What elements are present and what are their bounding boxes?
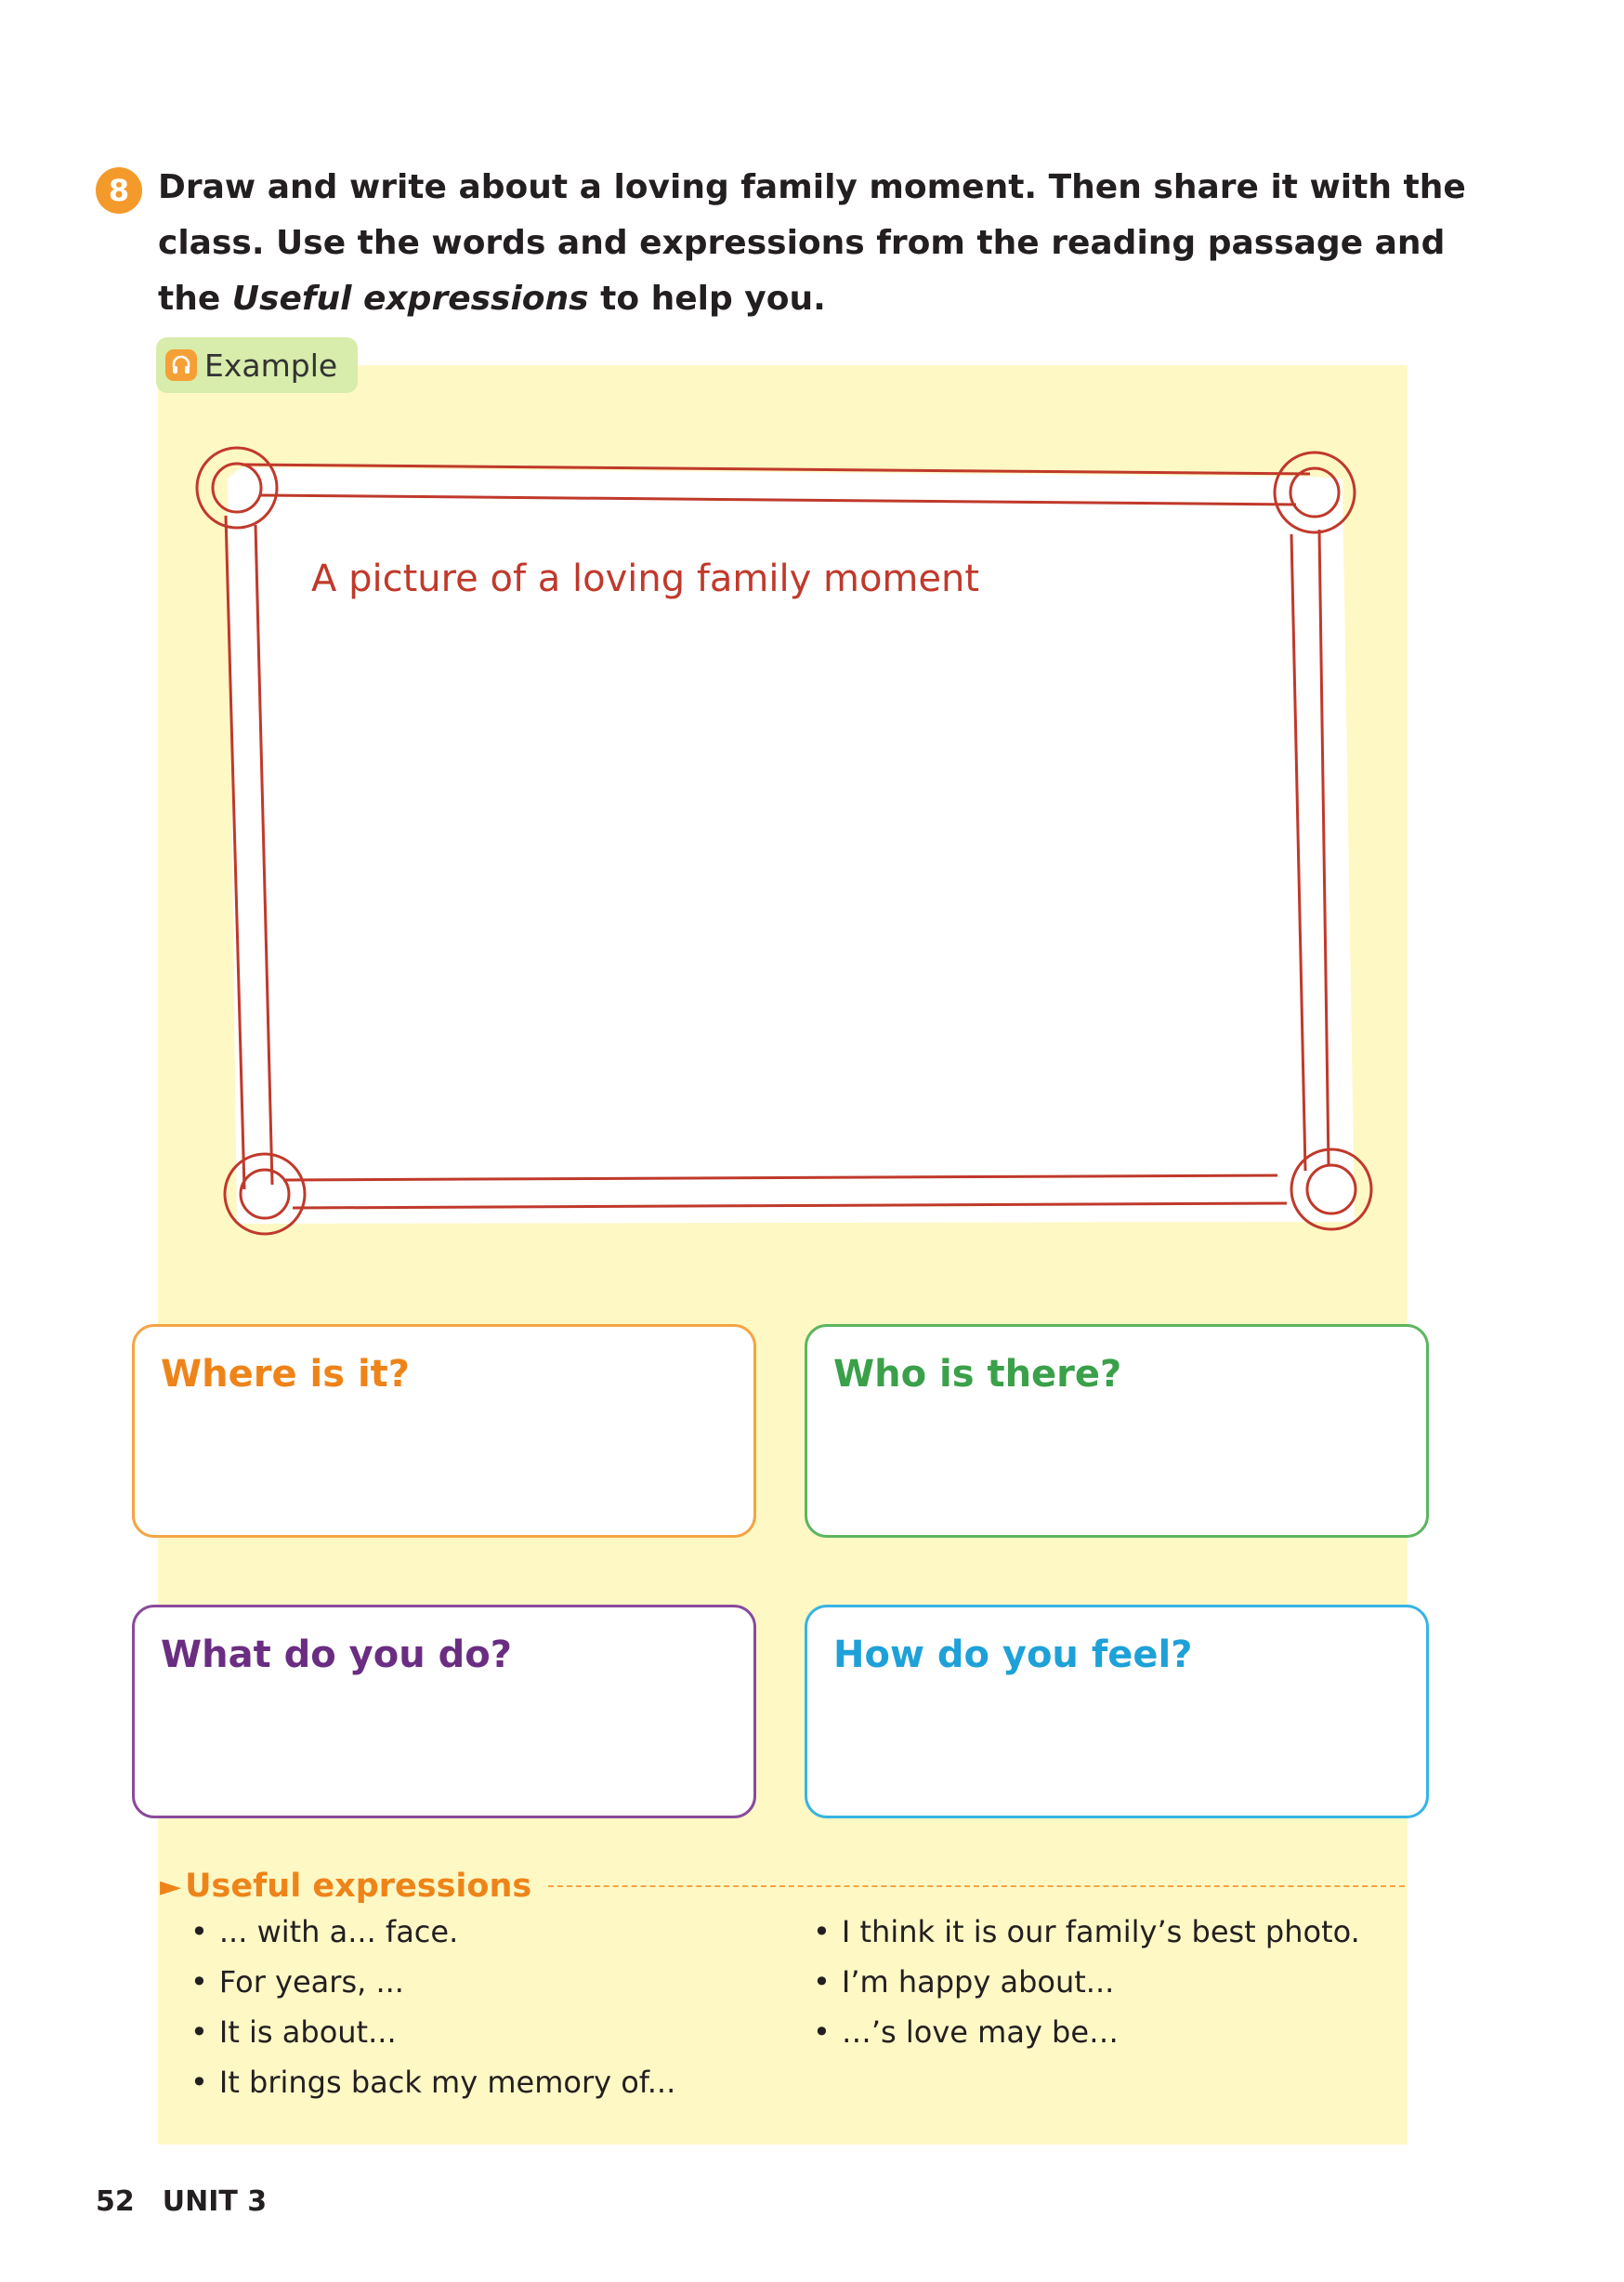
where-question: Where is it? [161, 1353, 410, 1396]
list-item: • I’m happy about... [813, 1957, 1360, 2007]
list-item: • For years, ... [190, 1957, 675, 2007]
expressions-right-list [813, 1907, 1360, 2057]
how-question: How do you feel? [833, 1633, 1193, 1676]
list-item: • …’s love may be… [813, 2007, 1360, 2057]
dashed-divider [548, 1885, 1405, 1887]
what-question: What do you do? [161, 1633, 512, 1676]
task-number: 8 [108, 173, 130, 208]
list-item: • ... with a... face. [190, 1907, 675, 1957]
useful-expressions-title: Useful expressions [185, 1868, 532, 1905]
page-footer [96, 2185, 267, 2218]
who-box[interactable] [805, 1324, 1429, 1538]
instruction-part-1: Draw and write about a loving family moment. Then share it with the class. Use the words and expressions from the reading passage and the [158, 168, 1466, 318]
who-question: Who is there? [833, 1353, 1122, 1396]
task-number-badge [96, 167, 142, 214]
headphones-icon [165, 349, 197, 381]
example-label: Example [204, 347, 338, 384]
where-box[interactable] [132, 1324, 756, 1538]
what-box[interactable] [132, 1605, 756, 1818]
instruction-italic: Useful expressions [231, 280, 589, 318]
instruction-part-2: to help you. [588, 280, 826, 318]
list-item: • It brings back my memory of... [190, 2057, 675, 2107]
unit-label: UNIT 3 [162, 2185, 268, 2218]
page-number: 52 [96, 2185, 135, 2218]
task-instruction [158, 160, 1477, 327]
expressions-left-list [190, 1907, 675, 2107]
how-box[interactable] [805, 1605, 1429, 1818]
picture-frame-label: A picture of a loving family moment [311, 557, 980, 600]
list-item: • I think it is our family’s best photo. [813, 1907, 1360, 1957]
example-tag [156, 337, 358, 393]
list-item: • It is about... [190, 2007, 675, 2057]
useful-expressions-header [160, 1863, 1405, 1909]
arrow-right-icon: ► [160, 1869, 182, 1903]
